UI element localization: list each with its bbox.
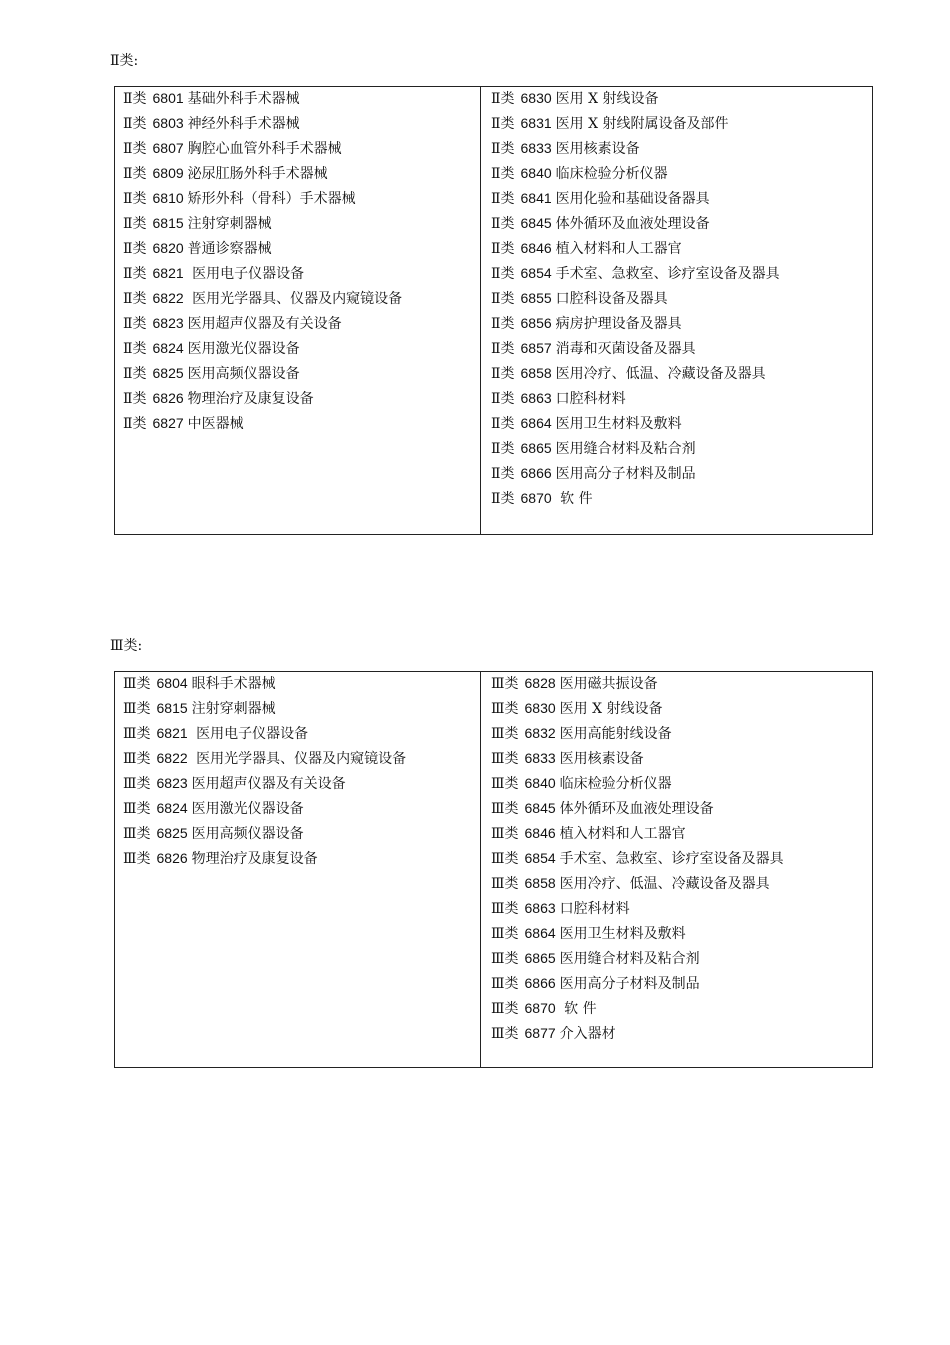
list-item xyxy=(123,798,480,823)
list-item xyxy=(491,88,872,113)
list-item xyxy=(123,188,480,213)
list-item xyxy=(491,488,872,513)
class-label: Ⅲ类 xyxy=(491,1001,519,1017)
category-name: 介入器材 xyxy=(559,1026,616,1042)
class-label: Ⅱ类 xyxy=(491,241,515,257)
class-label: Ⅲ类 xyxy=(123,776,151,792)
list-item xyxy=(491,898,872,923)
category-name: 泌尿肛肠外科手术器械 xyxy=(187,166,328,182)
class-label: Ⅲ类 xyxy=(491,851,519,867)
catalog-code: 6870 xyxy=(524,1000,556,1016)
catalog-code: 6815 xyxy=(152,215,184,231)
category-name: 医用超声仪器及有关设备 xyxy=(191,776,346,792)
class-label: Ⅲ类 xyxy=(491,1026,519,1042)
class-label: Ⅱ类 xyxy=(123,191,147,207)
class-label: Ⅲ类 xyxy=(491,701,519,717)
class-label: Ⅱ类 xyxy=(123,141,147,157)
catalog-code: 6809 xyxy=(152,165,184,181)
list-item xyxy=(491,923,872,948)
list-item xyxy=(123,413,480,438)
class-label: Ⅲ类 xyxy=(491,926,519,942)
category-name: 病房护理设备及器具 xyxy=(555,316,682,332)
list-item xyxy=(491,1023,872,1048)
catalog-code: 6870 xyxy=(520,490,552,506)
category-name: 医用电子仪器设备 xyxy=(191,726,309,742)
category-name: 医用激光仪器设备 xyxy=(187,341,300,357)
category-name: 医用冷疗、低温、冷藏设备及器具 xyxy=(559,876,770,892)
catalog-code: 6845 xyxy=(520,215,552,231)
list-item xyxy=(123,138,480,163)
list-item xyxy=(123,698,480,723)
class-label: Ⅱ类 xyxy=(491,191,515,207)
catalog-code: 6833 xyxy=(524,750,556,766)
class-label: Ⅲ类 xyxy=(491,676,519,692)
catalog-code: 6840 xyxy=(520,165,552,181)
category-name: 医用高频仪器设备 xyxy=(191,826,304,842)
category-name: 中医器械 xyxy=(187,416,244,432)
class-label: Ⅲ类 xyxy=(491,876,519,892)
catalog-code: 6863 xyxy=(520,390,552,406)
category-name: 医用核素设备 xyxy=(555,141,640,157)
category-name: 医用光学器具、仪器及内窥镜设备 xyxy=(191,751,407,767)
category-name: 医用电子仪器设备 xyxy=(187,266,305,282)
category-name: 医用超声仪器及有关设备 xyxy=(187,316,342,332)
class-label: Ⅱ类 xyxy=(123,416,147,432)
class-label: Ⅱ类 xyxy=(123,391,147,407)
category-name: 普通诊察器械 xyxy=(187,241,272,257)
category-name: 矫形外科（骨科）手术器械 xyxy=(187,191,356,207)
class-label: Ⅱ类 xyxy=(491,366,515,382)
catalog-code: 6864 xyxy=(520,415,552,431)
class-label: Ⅱ类 xyxy=(491,466,515,482)
list-item xyxy=(123,748,480,773)
catalog-code: 6821 xyxy=(152,265,184,281)
catalog-code: 6826 xyxy=(156,850,188,866)
category-name: 医用激光仪器设备 xyxy=(191,801,304,817)
class-label: Ⅲ类 xyxy=(123,726,151,742)
class-label: Ⅱ类 xyxy=(491,491,515,507)
class-3-table xyxy=(114,671,873,1068)
class-label: Ⅲ类 xyxy=(491,901,519,917)
catalog-code: 6846 xyxy=(524,825,556,841)
list-item xyxy=(123,88,480,113)
catalog-code: 6821 xyxy=(156,725,188,741)
class-2-table xyxy=(114,86,873,535)
list-item xyxy=(123,313,480,338)
list-item xyxy=(491,138,872,163)
class-label: Ⅱ类 xyxy=(123,291,147,307)
class-label: Ⅱ类 xyxy=(123,216,147,232)
list-item xyxy=(491,163,872,188)
catalog-code: 6801 xyxy=(152,90,184,106)
class-label: Ⅲ类 xyxy=(491,776,519,792)
list-item xyxy=(491,723,872,748)
list-item xyxy=(491,263,872,288)
category-name: 临床检验分析仪器 xyxy=(559,776,672,792)
catalog-code: 6856 xyxy=(520,315,552,331)
list-item xyxy=(491,113,872,138)
class-label: Ⅱ类 xyxy=(123,91,147,107)
category-name: 医用高能射线设备 xyxy=(559,726,672,742)
list-item xyxy=(123,213,480,238)
category-name: 注射穿刺器械 xyxy=(187,216,272,232)
list-item xyxy=(123,113,480,138)
list-item xyxy=(491,748,872,773)
class-label: Ⅱ类 xyxy=(491,391,515,407)
catalog-code: 6803 xyxy=(152,115,184,131)
list-item xyxy=(491,973,872,998)
list-item xyxy=(123,388,480,413)
catalog-code: 6858 xyxy=(520,365,552,381)
category-name: 软 件 xyxy=(555,491,593,507)
catalog-code: 6827 xyxy=(152,415,184,431)
category-name: 胸腔心血管外科手术器械 xyxy=(187,141,342,157)
catalog-code: 6831 xyxy=(520,115,552,131)
catalog-code: 6825 xyxy=(156,825,188,841)
class-label: Ⅱ类 xyxy=(123,166,147,182)
list-item xyxy=(491,188,872,213)
class-label: Ⅱ类 xyxy=(491,216,515,232)
list-item xyxy=(491,823,872,848)
class-label: Ⅲ类 xyxy=(123,826,151,842)
category-name: 医用核素设备 xyxy=(559,751,644,767)
list-item xyxy=(491,388,872,413)
catalog-code: 6833 xyxy=(520,140,552,156)
class-label: Ⅲ类 xyxy=(491,751,519,767)
catalog-code: 6832 xyxy=(524,725,556,741)
list-item xyxy=(491,238,872,263)
class-label: Ⅱ类 xyxy=(123,241,147,257)
class-label: Ⅱ类 xyxy=(123,341,147,357)
list-item xyxy=(123,823,480,848)
list-item xyxy=(491,438,872,463)
catalog-code: 6857 xyxy=(520,340,552,356)
class-label: Ⅲ类 xyxy=(491,951,519,967)
catalog-code: 6854 xyxy=(524,850,556,866)
category-name: 医用磁共振设备 xyxy=(559,676,658,692)
category-name: 物理治疗及康复设备 xyxy=(191,851,318,867)
catalog-code: 6877 xyxy=(524,1025,556,1041)
category-name: 医用光学器具、仪器及内窥镜设备 xyxy=(187,291,403,307)
category-name: 医用缝合材料及粘合剂 xyxy=(559,951,700,967)
catalog-code: 6815 xyxy=(156,700,188,716)
catalog-code: 6828 xyxy=(524,675,556,691)
catalog-code: 6865 xyxy=(524,950,556,966)
list-item xyxy=(491,848,872,873)
list-item xyxy=(491,313,872,338)
class-2-left-column xyxy=(115,87,481,534)
catalog-code: 6830 xyxy=(520,90,552,106)
catalog-code: 6863 xyxy=(524,900,556,916)
category-name: 基础外科手术器械 xyxy=(187,91,300,107)
class-label: Ⅱ类 xyxy=(491,341,515,357)
list-item xyxy=(491,413,872,438)
category-name: 医用高分子材料及制品 xyxy=(555,466,696,482)
class-3-left-column xyxy=(115,672,481,1067)
list-item xyxy=(491,363,872,388)
class-label: Ⅲ类 xyxy=(123,801,151,817)
catalog-code: 6854 xyxy=(520,265,552,281)
list-item xyxy=(491,463,872,488)
list-item xyxy=(491,998,872,1023)
catalog-code: 6826 xyxy=(152,390,184,406)
catalog-code: 6840 xyxy=(524,775,556,791)
list-item xyxy=(491,698,872,723)
class-label: Ⅲ类 xyxy=(491,801,519,817)
category-name: 体外循环及血液处理设备 xyxy=(559,801,714,817)
class-label: Ⅱ类 xyxy=(491,166,515,182)
catalog-code: 6804 xyxy=(156,675,188,691)
category-name: 口腔科设备及器具 xyxy=(555,291,668,307)
section-label-class-2: Ⅱ类: xyxy=(110,53,139,69)
class-label: Ⅱ类 xyxy=(491,141,515,157)
category-name: 口腔科材料 xyxy=(559,901,630,917)
class-3-right-column xyxy=(481,672,872,1067)
class-label: Ⅲ类 xyxy=(123,701,151,717)
category-name: 植入材料和人工器官 xyxy=(559,826,686,842)
list-item xyxy=(123,773,480,798)
list-item xyxy=(491,948,872,973)
list-item xyxy=(491,798,872,823)
category-name: 医用 X 射线设备 xyxy=(559,701,663,717)
catalog-code: 6866 xyxy=(520,465,552,481)
category-name: 神经外科手术器械 xyxy=(187,116,300,132)
class-label: Ⅱ类 xyxy=(491,91,515,107)
catalog-code: 6822 xyxy=(156,750,188,766)
catalog-code: 6824 xyxy=(156,800,188,816)
class-label: Ⅱ类 xyxy=(491,116,515,132)
category-name: 医用高频仪器设备 xyxy=(187,366,300,382)
class-label: Ⅲ类 xyxy=(491,976,519,992)
category-name: 注射穿刺器械 xyxy=(191,701,276,717)
list-item xyxy=(123,673,480,698)
class-label: Ⅲ类 xyxy=(491,726,519,742)
list-item xyxy=(123,263,480,288)
class-label: Ⅱ类 xyxy=(123,266,147,282)
category-name: 手术室、急救室、诊疗室设备及器具 xyxy=(559,851,784,867)
catalog-code: 6825 xyxy=(152,365,184,381)
list-item xyxy=(123,338,480,363)
catalog-code: 6841 xyxy=(520,190,552,206)
list-item xyxy=(491,673,872,698)
category-name: 医用缝合材料及粘合剂 xyxy=(555,441,696,457)
catalog-code: 6864 xyxy=(524,925,556,941)
category-name: 物理治疗及康复设备 xyxy=(187,391,314,407)
class-label: Ⅲ类 xyxy=(491,826,519,842)
category-name: 口腔科材料 xyxy=(555,391,626,407)
catalog-code: 6845 xyxy=(524,800,556,816)
catalog-code: 6823 xyxy=(152,315,184,331)
class-label: Ⅲ类 xyxy=(123,676,151,692)
catalog-code: 6820 xyxy=(152,240,184,256)
category-name: 手术室、急救室、诊疗室设备及器具 xyxy=(555,266,780,282)
class-label: Ⅱ类 xyxy=(123,316,147,332)
category-name: 医用卫生材料及敷料 xyxy=(559,926,686,942)
list-item xyxy=(123,163,480,188)
list-item xyxy=(491,338,872,363)
category-name: 医用冷疗、低温、冷藏设备及器具 xyxy=(555,366,766,382)
list-item xyxy=(491,288,872,313)
list-item xyxy=(123,238,480,263)
category-name: 医用卫生材料及敷料 xyxy=(555,416,682,432)
catalog-code: 6855 xyxy=(520,290,552,306)
class-label: Ⅱ类 xyxy=(491,266,515,282)
catalog-code: 6824 xyxy=(152,340,184,356)
catalog-code: 6858 xyxy=(524,875,556,891)
catalog-code: 6822 xyxy=(152,290,184,306)
list-item xyxy=(123,723,480,748)
list-item xyxy=(123,848,480,873)
list-item xyxy=(123,288,480,313)
category-name: 医用 X 射线附属设备及部件 xyxy=(555,116,729,132)
class-label: Ⅱ类 xyxy=(123,116,147,132)
catalog-code: 6865 xyxy=(520,440,552,456)
category-name: 软 件 xyxy=(559,1001,597,1017)
catalog-code: 6830 xyxy=(524,700,556,716)
class-label: Ⅱ类 xyxy=(491,441,515,457)
list-item xyxy=(491,873,872,898)
category-name: 医用 X 射线设备 xyxy=(555,91,659,107)
class-label: Ⅱ类 xyxy=(491,291,515,307)
catalog-code: 6807 xyxy=(152,140,184,156)
class-label: Ⅲ类 xyxy=(123,751,151,767)
catalog-code: 6823 xyxy=(156,775,188,791)
catalog-code: 6810 xyxy=(152,190,184,206)
category-name: 体外循环及血液处理设备 xyxy=(555,216,710,232)
list-item xyxy=(491,213,872,238)
category-name: 眼科手术器械 xyxy=(191,676,276,692)
category-name: 医用高分子材料及制品 xyxy=(559,976,700,992)
class-label: Ⅱ类 xyxy=(123,366,147,382)
catalog-code: 6866 xyxy=(524,975,556,991)
category-name: 医用化验和基础设备器具 xyxy=(555,191,710,207)
list-item xyxy=(491,773,872,798)
category-name: 临床检验分析仪器 xyxy=(555,166,668,182)
class-label: Ⅱ类 xyxy=(491,416,515,432)
list-item xyxy=(123,363,480,388)
category-name: 植入材料和人工器官 xyxy=(555,241,682,257)
category-name: 消毒和灭菌设备及器具 xyxy=(555,341,696,357)
catalog-code: 6846 xyxy=(520,240,552,256)
class-label: Ⅲ类 xyxy=(123,851,151,867)
class-2-right-column xyxy=(481,87,872,534)
section-label-class-3: Ⅲ类: xyxy=(110,638,143,654)
class-label: Ⅱ类 xyxy=(491,316,515,332)
